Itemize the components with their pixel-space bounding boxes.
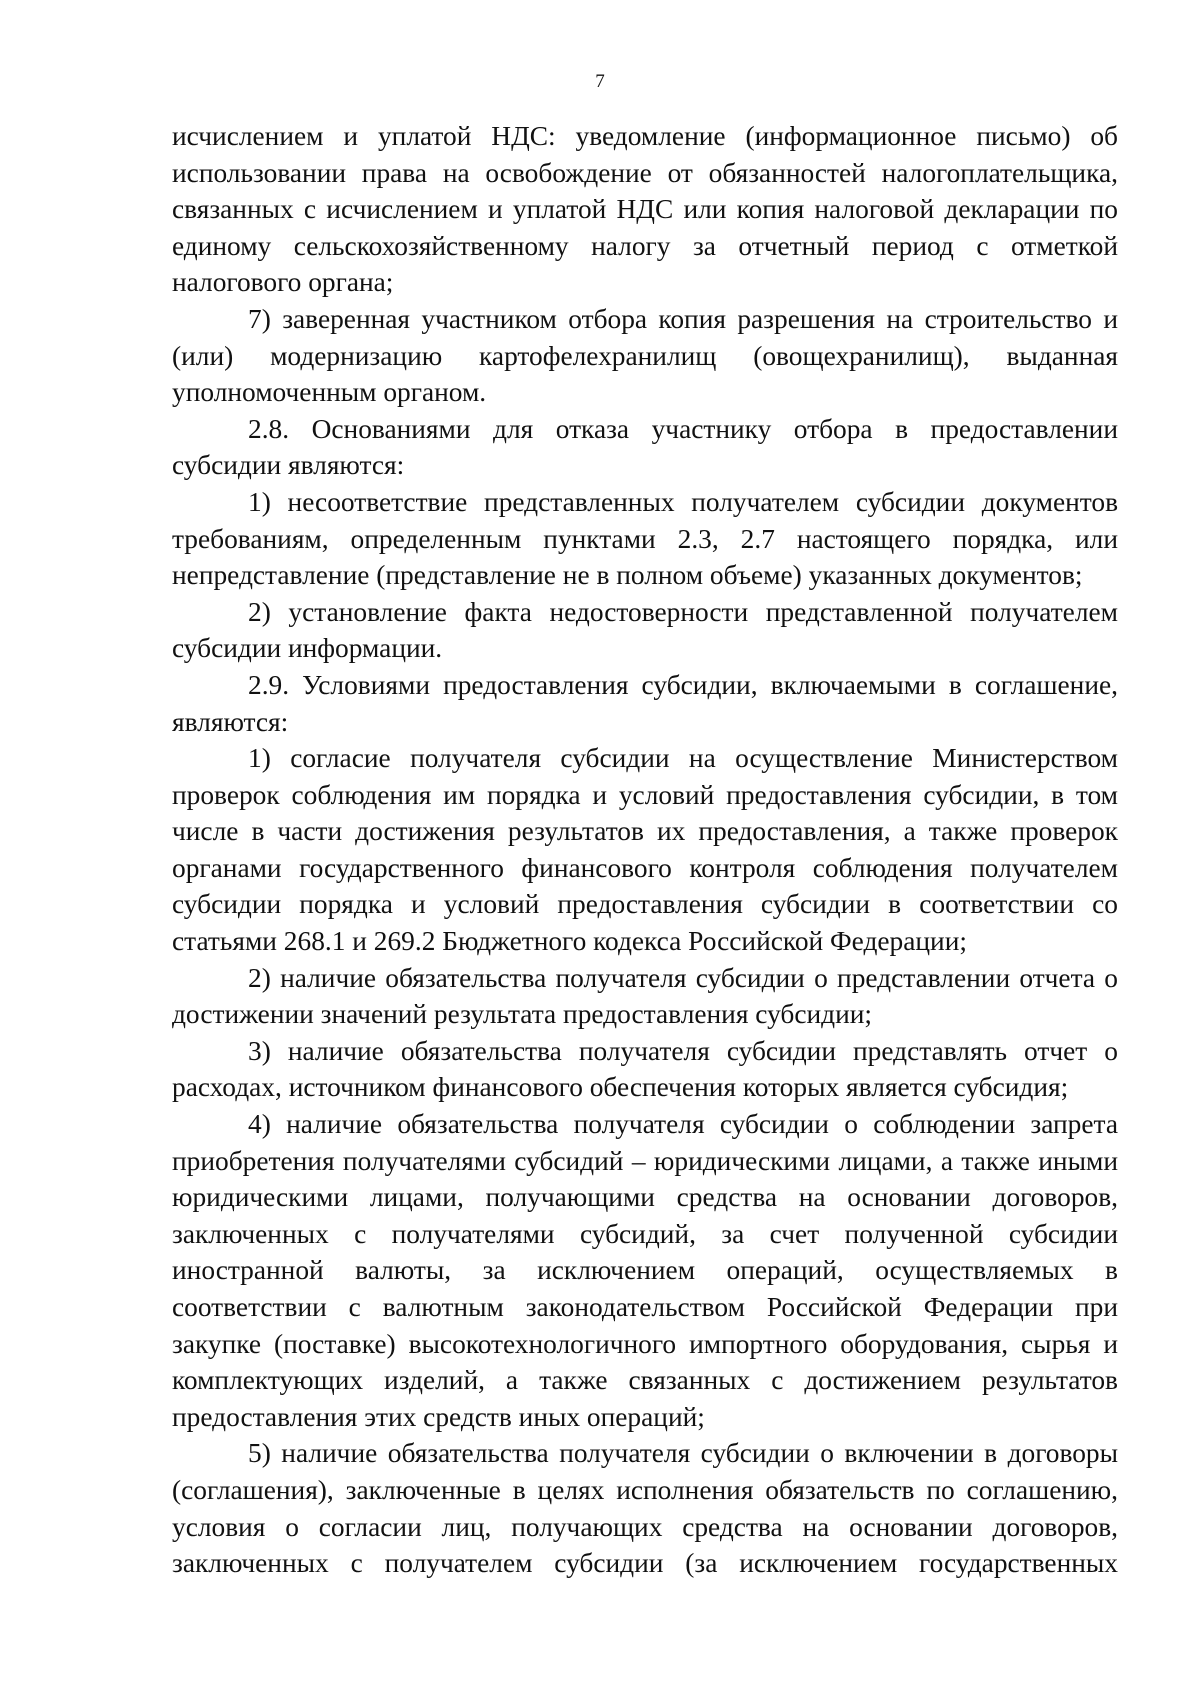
- paragraph-nds-continuation: исчислением и уплатой НДС: уведомление (информационное письмо) об использовании права на освобождение от обязанностей налогоплательщика, связанных с исчислением и уплатой НДС или копия налоговой декларации по единому сельскохозяйственному налогу за отчетный период с отметкой налогового органа;: [172, 121, 1118, 298]
- paragraph-condition-item-5: 5) наличие обязательства получателя субсидии о включении в договоры (соглашения), заключенные в целях исполнения обязательств по соглашению, условия о согласии лиц, получающих средства на основании договоров, заключенных с получателем субсидии (за исключением государственных: [172, 1438, 1118, 1579]
- paragraph-2-8-refusal-grounds: 2.8. Основаниями для отказа участнику отбора в предоставлении субсидии являются:: [172, 413, 1118, 481]
- page-number: 7: [595, 71, 605, 92]
- paragraph-refusal-item-1: 1) несоответствие представленных получателем субсидии документов требованиям, определенным пунктами 2.3, 2.7 настоящего порядка, или непредставление (представление не в полном объеме) указанных документов;: [172, 486, 1118, 591]
- paragraph-condition-item-3: 3) наличие обязательства получателя субсидии представлять отчет о расходах, источником финансового обеспечения которых является субсидия;: [172, 1035, 1118, 1103]
- paragraph-condition-item-1: 1) согласие получателя субсидии на осуществление Министерством проверок соблюдения им порядка и условий предоставления субсидии, в том числе в части достижения результатов их предоставления, а также проверок органами государственного финансового контроля соблюдения получателем субсидии порядка и условий предоставления субсидии в соответствии со статьями 268.1 и 269.2 Бюджетного кодекса Российской Федерации;: [172, 743, 1118, 957]
- paragraph-2-9-conditions: 2.9. Условиями предоставления субсидии, включаемыми в соглашение, являются:: [172, 669, 1118, 737]
- paragraph-condition-item-4: 4) наличие обязательства получателя субсидии о соблюдении запрета приобретения получателями субсидий – юридическими лицами, а также иными юридическими лицами, получающими средства на основании договоров, заключенных с получателями субсидий, за счет полученной субсидии иностранной валюты, за исключением операций, осуществляемых в соответствии с валютным законодательством Российской Федерации при закупке (поставке) высокотехнологичного импортного оборудования, сырья и комплектующих изделий, а также связанных с достижением результатов предоставления этих средств иных операций;: [172, 1109, 1118, 1432]
- paragraph-refusal-item-2: 2) установление факта недостоверности представленной получателем субсидии информации.: [172, 596, 1118, 664]
- paragraph-item-7-construction-permit: 7) заверенная участником отбора копия разрешения на строительство и (или) модернизацию картофелехранилищ (овощехранилищ), выданная уполномоченным органом.: [172, 303, 1118, 408]
- paragraph-condition-item-2: 2) наличие обязательства получателя субсидии о представлении отчета о достижении значений результата предоставления субсидии;: [172, 962, 1118, 1030]
- document-body: [172, 118, 1118, 1582]
